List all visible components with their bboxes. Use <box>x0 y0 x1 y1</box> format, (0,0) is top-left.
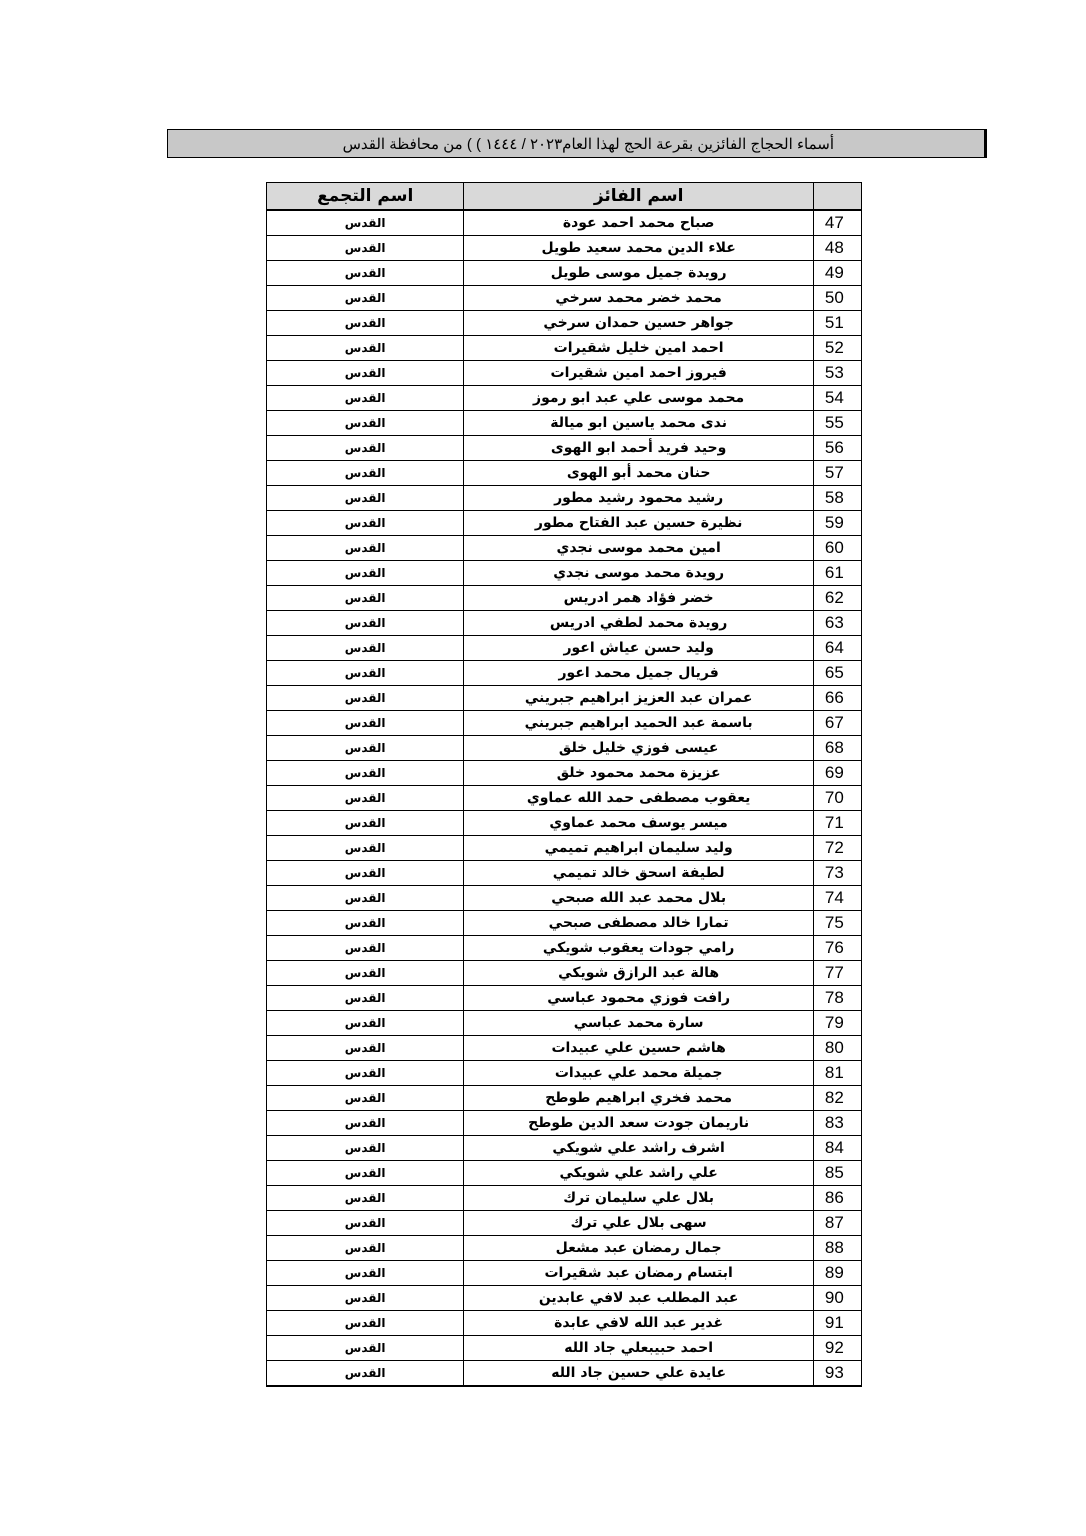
row-number: 84 <box>813 1136 861 1161</box>
winner-name: احمد امين خليل شقيرات <box>464 336 814 361</box>
winner-name: فيروز احمد امين شقيرات <box>464 361 814 386</box>
table-row <box>267 261 862 286</box>
row-number: 83 <box>813 1111 861 1136</box>
row-number: 48 <box>813 236 861 261</box>
winner-name: عايدة علي حسين جاد الله <box>464 1361 814 1387</box>
gathering-name: القدس <box>267 911 464 936</box>
winner-name: رويدة جميل موسى طويل <box>464 261 814 286</box>
table-row <box>267 1311 862 1336</box>
table-row <box>267 986 862 1011</box>
row-number: 74 <box>813 886 861 911</box>
row-number: 67 <box>813 711 861 736</box>
table-row <box>267 636 862 661</box>
winner-name: عمران عبد العزيز ابراهيم جبريني <box>464 686 814 711</box>
gathering-name: القدس <box>267 1111 464 1136</box>
winner-name: رشيد محمود رشيد مطور <box>464 486 814 511</box>
table-row <box>267 961 862 986</box>
table-row <box>267 611 862 636</box>
winner-name: امين محمد موسى نجدي <box>464 536 814 561</box>
table-row <box>267 461 862 486</box>
table-row <box>267 861 862 886</box>
gathering-name: القدس <box>267 861 464 886</box>
header-number <box>813 183 861 211</box>
table-row <box>267 911 862 936</box>
winner-name: علاء الدين محمد سعيد طويل <box>464 236 814 261</box>
row-number: 51 <box>813 311 861 336</box>
table-row <box>267 1086 862 1111</box>
table-row <box>267 1011 862 1036</box>
table-row <box>267 1111 862 1136</box>
gathering-name: القدس <box>267 736 464 761</box>
table-row <box>267 761 862 786</box>
row-number: 68 <box>813 736 861 761</box>
row-number: 58 <box>813 486 861 511</box>
gathering-name: القدس <box>267 686 464 711</box>
table-row <box>267 811 862 836</box>
table-row <box>267 786 862 811</box>
winner-name: خضر فؤاد همر ادريس <box>464 586 814 611</box>
table-body <box>267 210 862 1386</box>
table-row <box>267 210 862 236</box>
row-number: 55 <box>813 411 861 436</box>
table-row <box>267 836 862 861</box>
row-number: 57 <box>813 461 861 486</box>
gathering-name: القدس <box>267 561 464 586</box>
row-number: 87 <box>813 1211 861 1236</box>
row-number: 70 <box>813 786 861 811</box>
winner-name: هالة عبد الرازق شويكي <box>464 961 814 986</box>
row-number: 69 <box>813 761 861 786</box>
gathering-name: القدس <box>267 611 464 636</box>
winner-name: محمد موسى علي عبد ابو رموز <box>464 386 814 411</box>
winner-name: غدير عبد الله لافي عابدة <box>464 1311 814 1336</box>
table-header <box>267 183 862 211</box>
gathering-name: القدس <box>267 1136 464 1161</box>
gathering-name: القدس <box>267 1161 464 1186</box>
winner-name: جميلة محمد علي عبيدات <box>464 1061 814 1086</box>
row-number: 85 <box>813 1161 861 1186</box>
table-row <box>267 1211 862 1236</box>
gathering-name: القدس <box>267 1211 464 1236</box>
row-number: 56 <box>813 436 861 461</box>
table-row <box>267 886 862 911</box>
gathering-name: القدس <box>267 461 464 486</box>
winner-name: جمال رمضان عبد مشعل <box>464 1236 814 1261</box>
table-row <box>267 486 862 511</box>
table-row <box>267 336 862 361</box>
gathering-name: القدس <box>267 1336 464 1361</box>
gathering-name: القدس <box>267 411 464 436</box>
winner-name: يعقوب مصطفى حمد الله عماوي <box>464 786 814 811</box>
gathering-name: القدس <box>267 311 464 336</box>
row-number: 53 <box>813 361 861 386</box>
table-row <box>267 386 862 411</box>
winner-name: محمد فخري ابراهيم طوطح <box>464 1086 814 1111</box>
winner-name: علي راشد علي شويكي <box>464 1161 814 1186</box>
table-row <box>267 686 862 711</box>
row-number: 81 <box>813 1061 861 1086</box>
row-number: 76 <box>813 936 861 961</box>
gathering-name: القدس <box>267 261 464 286</box>
row-number: 47 <box>813 210 861 236</box>
gathering-name: القدس <box>267 1361 464 1387</box>
gathering-name: القدس <box>267 1086 464 1111</box>
row-number: 92 <box>813 1336 861 1361</box>
winner-name: حنان محمد أبو الهوى <box>464 461 814 486</box>
table-row <box>267 511 862 536</box>
row-number: 77 <box>813 961 861 986</box>
row-number: 52 <box>813 336 861 361</box>
row-number: 65 <box>813 661 861 686</box>
table-row <box>267 711 862 736</box>
row-number: 73 <box>813 861 861 886</box>
gathering-name: القدس <box>267 536 464 561</box>
winner-name: عزيزة محمد محمود خلق <box>464 761 814 786</box>
header-winner-name: اسم الفائز <box>464 183 814 211</box>
winner-name: رويدة محمد موسى نجدي <box>464 561 814 586</box>
table-row <box>267 661 862 686</box>
table-row <box>267 1061 862 1086</box>
table-row <box>267 236 862 261</box>
gathering-name: القدس <box>267 436 464 461</box>
winner-name: وليد سليمان ابراهيم تميمي <box>464 836 814 861</box>
winner-name: ميسر يوسف محمد عماوي <box>464 811 814 836</box>
gathering-name: القدس <box>267 1011 464 1036</box>
winner-name: وحيد فريد أحمد ابو الهوى <box>464 436 814 461</box>
row-number: 93 <box>813 1361 861 1387</box>
winner-name: سهى بلال علي ترك <box>464 1211 814 1236</box>
winner-name: بلال محمد عبد الله صبحي <box>464 886 814 911</box>
table-row <box>267 436 862 461</box>
winner-name: رامي جودات يعقوب شويكي <box>464 936 814 961</box>
gathering-name: القدس <box>267 286 464 311</box>
row-number: 79 <box>813 1011 861 1036</box>
gathering-name: القدس <box>267 1236 464 1261</box>
winner-name: جواهر حسين حمدان سرخي <box>464 311 814 336</box>
row-number: 49 <box>813 261 861 286</box>
page-title <box>167 129 987 158</box>
winner-name: محمد خضر محمد سرخي <box>464 286 814 311</box>
gathering-name: القدس <box>267 1311 464 1336</box>
winner-name: بلال علي سليمان ترك <box>464 1186 814 1211</box>
row-number: 71 <box>813 811 861 836</box>
table-row <box>267 586 862 611</box>
winner-name: عيسى فوزي خليل خلق <box>464 736 814 761</box>
winner-name: رافت فوزي محمود عباسي <box>464 986 814 1011</box>
row-number: 66 <box>813 686 861 711</box>
table-row <box>267 1136 862 1161</box>
gathering-name: القدس <box>267 336 464 361</box>
gathering-name: القدس <box>267 210 464 236</box>
winner-name: باسمة عبد الحميد ابراهيم جبريني <box>464 711 814 736</box>
gathering-name: القدس <box>267 811 464 836</box>
winner-name: فريال جميل محمد اعور <box>464 661 814 686</box>
table-row <box>267 1186 862 1211</box>
row-number: 60 <box>813 536 861 561</box>
row-number: 89 <box>813 1261 861 1286</box>
row-number: 86 <box>813 1186 861 1211</box>
gathering-name: القدس <box>267 1286 464 1311</box>
row-number: 61 <box>813 561 861 586</box>
gathering-name: القدس <box>267 511 464 536</box>
gathering-name: القدس <box>267 661 464 686</box>
table-row <box>267 1036 862 1061</box>
gathering-name: القدس <box>267 986 464 1011</box>
winner-name: ابتسام رمضان عبد شقيرات <box>464 1261 814 1286</box>
table-row <box>267 311 862 336</box>
winners-table <box>266 182 862 1387</box>
header-gathering-name: اسم التجمع <box>267 183 464 211</box>
table-row <box>267 361 862 386</box>
gathering-name: القدس <box>267 1036 464 1061</box>
gathering-name: القدس <box>267 361 464 386</box>
table-row <box>267 536 862 561</box>
table-row <box>267 561 862 586</box>
row-number: 91 <box>813 1311 861 1336</box>
gathering-name: القدس <box>267 1261 464 1286</box>
row-number: 62 <box>813 586 861 611</box>
winner-name: ندى محمد ياسين ابو ميالة <box>464 411 814 436</box>
row-number: 59 <box>813 511 861 536</box>
row-number: 75 <box>813 911 861 936</box>
winner-name: سارة محمد عباسي <box>464 1011 814 1036</box>
gathering-name: القدس <box>267 636 464 661</box>
gathering-name: القدس <box>267 761 464 786</box>
table-row <box>267 1361 862 1387</box>
page-title-text: أسماء الحجاج الفائزين بقرعة الحج لهذا العام٢٠٢٣ / ١٤٤٤ ) ) من محافظة القدس <box>342 135 834 153</box>
winner-name: لطيفة اسحق خالد تميمي <box>464 861 814 886</box>
gathering-name: القدس <box>267 236 464 261</box>
gathering-name: القدس <box>267 936 464 961</box>
gathering-name: القدس <box>267 786 464 811</box>
row-number: 63 <box>813 611 861 636</box>
gathering-name: القدس <box>267 1061 464 1086</box>
winner-name: ناريمان جودت سعد الدين طوطح <box>464 1111 814 1136</box>
gathering-name: القدس <box>267 386 464 411</box>
table-row <box>267 1336 862 1361</box>
gathering-name: القدس <box>267 711 464 736</box>
winner-name: احمد حبيبعلي جاد الله <box>464 1336 814 1361</box>
gathering-name: القدس <box>267 836 464 861</box>
table-row <box>267 1161 862 1186</box>
table-row <box>267 1236 862 1261</box>
gathering-name: القدس <box>267 486 464 511</box>
row-number: 54 <box>813 386 861 411</box>
row-number: 88 <box>813 1236 861 1261</box>
table-row <box>267 736 862 761</box>
table-row <box>267 1261 862 1286</box>
row-number: 80 <box>813 1036 861 1061</box>
gathering-name: القدس <box>267 586 464 611</box>
row-number: 82 <box>813 1086 861 1111</box>
row-number: 78 <box>813 986 861 1011</box>
table-row <box>267 1286 862 1311</box>
winner-name: صباح محمد احمد عودة <box>464 210 814 236</box>
gathering-name: القدس <box>267 961 464 986</box>
row-number: 50 <box>813 286 861 311</box>
row-number: 72 <box>813 836 861 861</box>
winner-name: هاشم حسين علي عبيدات <box>464 1036 814 1061</box>
row-number: 90 <box>813 1286 861 1311</box>
winner-name: تمارا خالد مصطفى صبحي <box>464 911 814 936</box>
winner-name: رويدة محمد لطفي ادريس <box>464 611 814 636</box>
table-row <box>267 936 862 961</box>
row-number: 64 <box>813 636 861 661</box>
table-row <box>267 411 862 436</box>
gathering-name: القدس <box>267 886 464 911</box>
winner-name: نظيرة حسين عبد الفتاح مطور <box>464 511 814 536</box>
gathering-name: القدس <box>267 1186 464 1211</box>
winner-name: عبد المطلب عبد لافي عابدين <box>464 1286 814 1311</box>
winner-name: وليد حسن عياش اعور <box>464 636 814 661</box>
table-row <box>267 286 862 311</box>
winner-name: اشرف راشد علي شويكي <box>464 1136 814 1161</box>
